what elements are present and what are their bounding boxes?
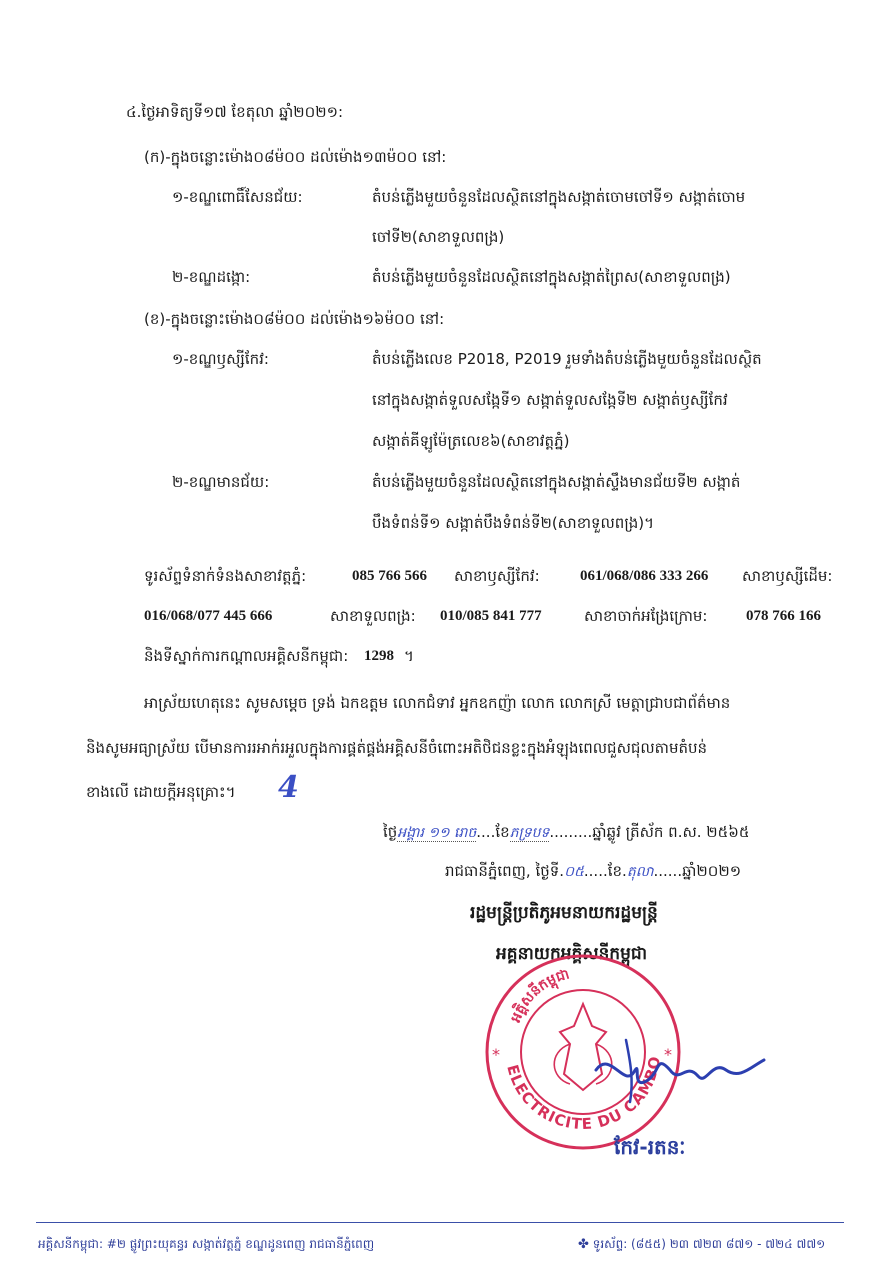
lunar-date-prefix: ថ្ងៃ (383, 823, 398, 841)
footer-address: អគ្គិសនីកម្ពុជា: #២ ផ្លូវព្រះយុគន្ធរ សង្កាត់វត្តភ្នំ ខណ្ឌដូនពេញ រាជធានីភ្នំពេញ (38, 1237, 375, 1251)
contact-label: សាខាទួលពង្រ: (330, 607, 416, 625)
part-b-heading: (ខ)-ក្នុងចន្លោះម៉ោង០៨ម៉០០ ដល់ម៉ោង១៦ម៉០០ នៅ: (144, 310, 445, 328)
section-heading: ៤.ថ្ងៃអាទិត្យទី១៧ ខែតុលា ឆ្នាំ២០២១: (126, 103, 344, 121)
district-description: បឹងទំពន់ទី១ សង្កាត់បឹងទំពន់ទី២(សាខាទួលពង្រ)។ (372, 514, 655, 532)
stamp-top-text: អគ្គិសនីកម្ពុជា (507, 966, 572, 1025)
hotline-suffix: ។ (404, 647, 414, 665)
closing-line: អាស្រ័យហេតុនេះ សូមសម្ដេច ទ្រង់ ឯកឧត្តម លោកជំទាវ អ្នកឧកញ៉ា លោក លោកស្រី មេត្តាជ្រាបជាព័ត៌មាន (144, 694, 731, 712)
svg-text:*: * (492, 1045, 500, 1064)
lunar-month-label: ខែ (495, 823, 510, 841)
district-description: តំបន់ភ្លើងលេខ P2018, P2019 រួមទាំងតំបន់ភ្លើងមួយចំនួនដែលស្ថិត (372, 350, 762, 368)
footer-phone-text: ទូរស័ព្ទ: (៨៥៥) ២៣ ៧២៣ ៨៧១ - ៧២៤ ៧៧១ (592, 1237, 826, 1251)
district-description: សង្កាត់គីឡូម៉ែត្រលេខ៦(សាខាវត្តភ្នំ) (372, 432, 570, 450)
contact-number: 078 766 166 (746, 608, 821, 624)
signatory-name: កែវ-រតនៈ (614, 1135, 686, 1159)
contact-number: 010/085 841 777 (440, 608, 542, 624)
contact-label: ទូរស័ព្ទទំនាក់ទំនងសាខាវត្តភ្នំ: (144, 567, 307, 585)
district-description: នៅក្នុងសង្កាត់ទួលសង្កែទី១ សង្កាត់ទួលសង្កែទី២ សង្កាត់ឫស្សីកែវ (372, 391, 728, 409)
hotline-label: និងទីស្នាក់ការកណ្តាលអគ្គិសនីកម្ពុជា: (144, 647, 349, 665)
contact-number: 085 766 566 (352, 568, 427, 584)
solar-date-suffix: ឆ្នាំ២០២១ (682, 862, 742, 880)
closing-line: និងសូមអធ្យាស្រ័យ បើមានការរអាក់រអួលក្នុងការផ្គត់ផ្គង់អគ្គិសនីចំពោះអតិថិជនខ្លះក្នុងអំឡុងពេលជួសជុលតាមតំបន់ (86, 739, 708, 757)
contact-label: សាខាឫស្សីកែវ: (454, 567, 540, 585)
closing-line: ខាងលើ ដោយក្ដីអនុគ្រោះ។ (86, 783, 236, 801)
solar-month-label: ខែ (607, 862, 623, 880)
lunar-date-fill: អង្គារ ១១ រោច (397, 825, 477, 841)
contact-label: សាខាចាក់អង្រែក្រោម: (584, 607, 708, 625)
lunar-date: ថ្ងៃអង្គារ ១១ រោច....ខែភទ្របទ.........ឆ្នាំឆ្លូវ ត្រីស័ក ព.ស. ២៥៦៥ (383, 823, 750, 841)
signature (590, 1030, 770, 1114)
footer-divider (36, 1222, 844, 1223)
solar-month-fill: តុលា (626, 864, 654, 880)
part-a-heading: (ក)-ក្នុងចន្លោះម៉ោង០៨ម៉០០ ដល់ម៉ោង១៣ម៉០០ នៅ: (144, 148, 447, 166)
district-label: ១-ខណ្ឌពោធិ៍សែនជ័យ: (172, 188, 303, 206)
district-description: តំបន់ភ្លើងមួយចំនួនដែលស្ថិតនៅក្នុងសង្កាត់ព្រៃស(សាខាទួលពង្រ) (372, 268, 731, 286)
district-label: ១-ខណ្ឌឫស្សីកែវ: (172, 350, 269, 368)
svg-text:អគ្គិសនីកម្ពុជា (508, 966, 571, 1024)
handwritten-mark: 4 (278, 770, 299, 805)
stamp-text: ELECTRICITE DU CAMBO (503, 1054, 665, 1134)
district-description: តំបន់ភ្លើងមួយចំនួនដែលស្ថិតនៅក្នុងសង្កាត់ចោមចៅទី១ សង្កាត់ចោម (372, 188, 746, 206)
footer-phone (578, 1236, 825, 1254)
district-description: តំបន់ភ្លើងមួយចំនួនដែលស្ថិតនៅក្នុងសង្កាត់ស្ទឹងមានជ័យទី២ សង្កាត់ (372, 473, 741, 491)
lunar-date-suffix: ឆ្នាំឆ្លូវ ត្រីស័ក ព.ស. ២៥៦៥ (592, 823, 750, 841)
phone-icon: ✤ (578, 1237, 589, 1252)
contact-number: 061/068/086 333 266 (580, 568, 709, 584)
district-label: ២-ខណ្ឌមានជ័យ: (172, 473, 270, 491)
solar-date-prefix: រាជធានីភ្នំពេញ, ថ្ងៃទី (445, 862, 560, 880)
hotline-number: 1298 (364, 648, 394, 664)
lunar-month-fill: ភទ្របទ (509, 825, 550, 841)
solar-date: រាជធានីភ្នំពេញ, ថ្ងៃទី.០៥.....ខែ.តុលា......ឆ្នាំ២០២១ (445, 862, 742, 880)
solar-day-fill: ០៥ (564, 864, 584, 880)
contact-label: សាខាឫស្សីដើម: (742, 567, 833, 585)
svg-text:*: * (664, 1045, 672, 1064)
district-description: ចៅទី២(សាខាទួលពង្រ) (372, 228, 505, 246)
signatory-title: អគ្គនាយកអគ្គិសនីកម្ពុជា (496, 944, 648, 964)
signatory-title: រដ្ឋមន្ត្រីប្រតិភូអមនាយករដ្ឋមន្ត្រី (470, 903, 658, 923)
district-label: ២-ខណ្ឌដង្កោ: (172, 268, 251, 286)
contact-number: 016/068/077 445 666 (144, 608, 273, 624)
